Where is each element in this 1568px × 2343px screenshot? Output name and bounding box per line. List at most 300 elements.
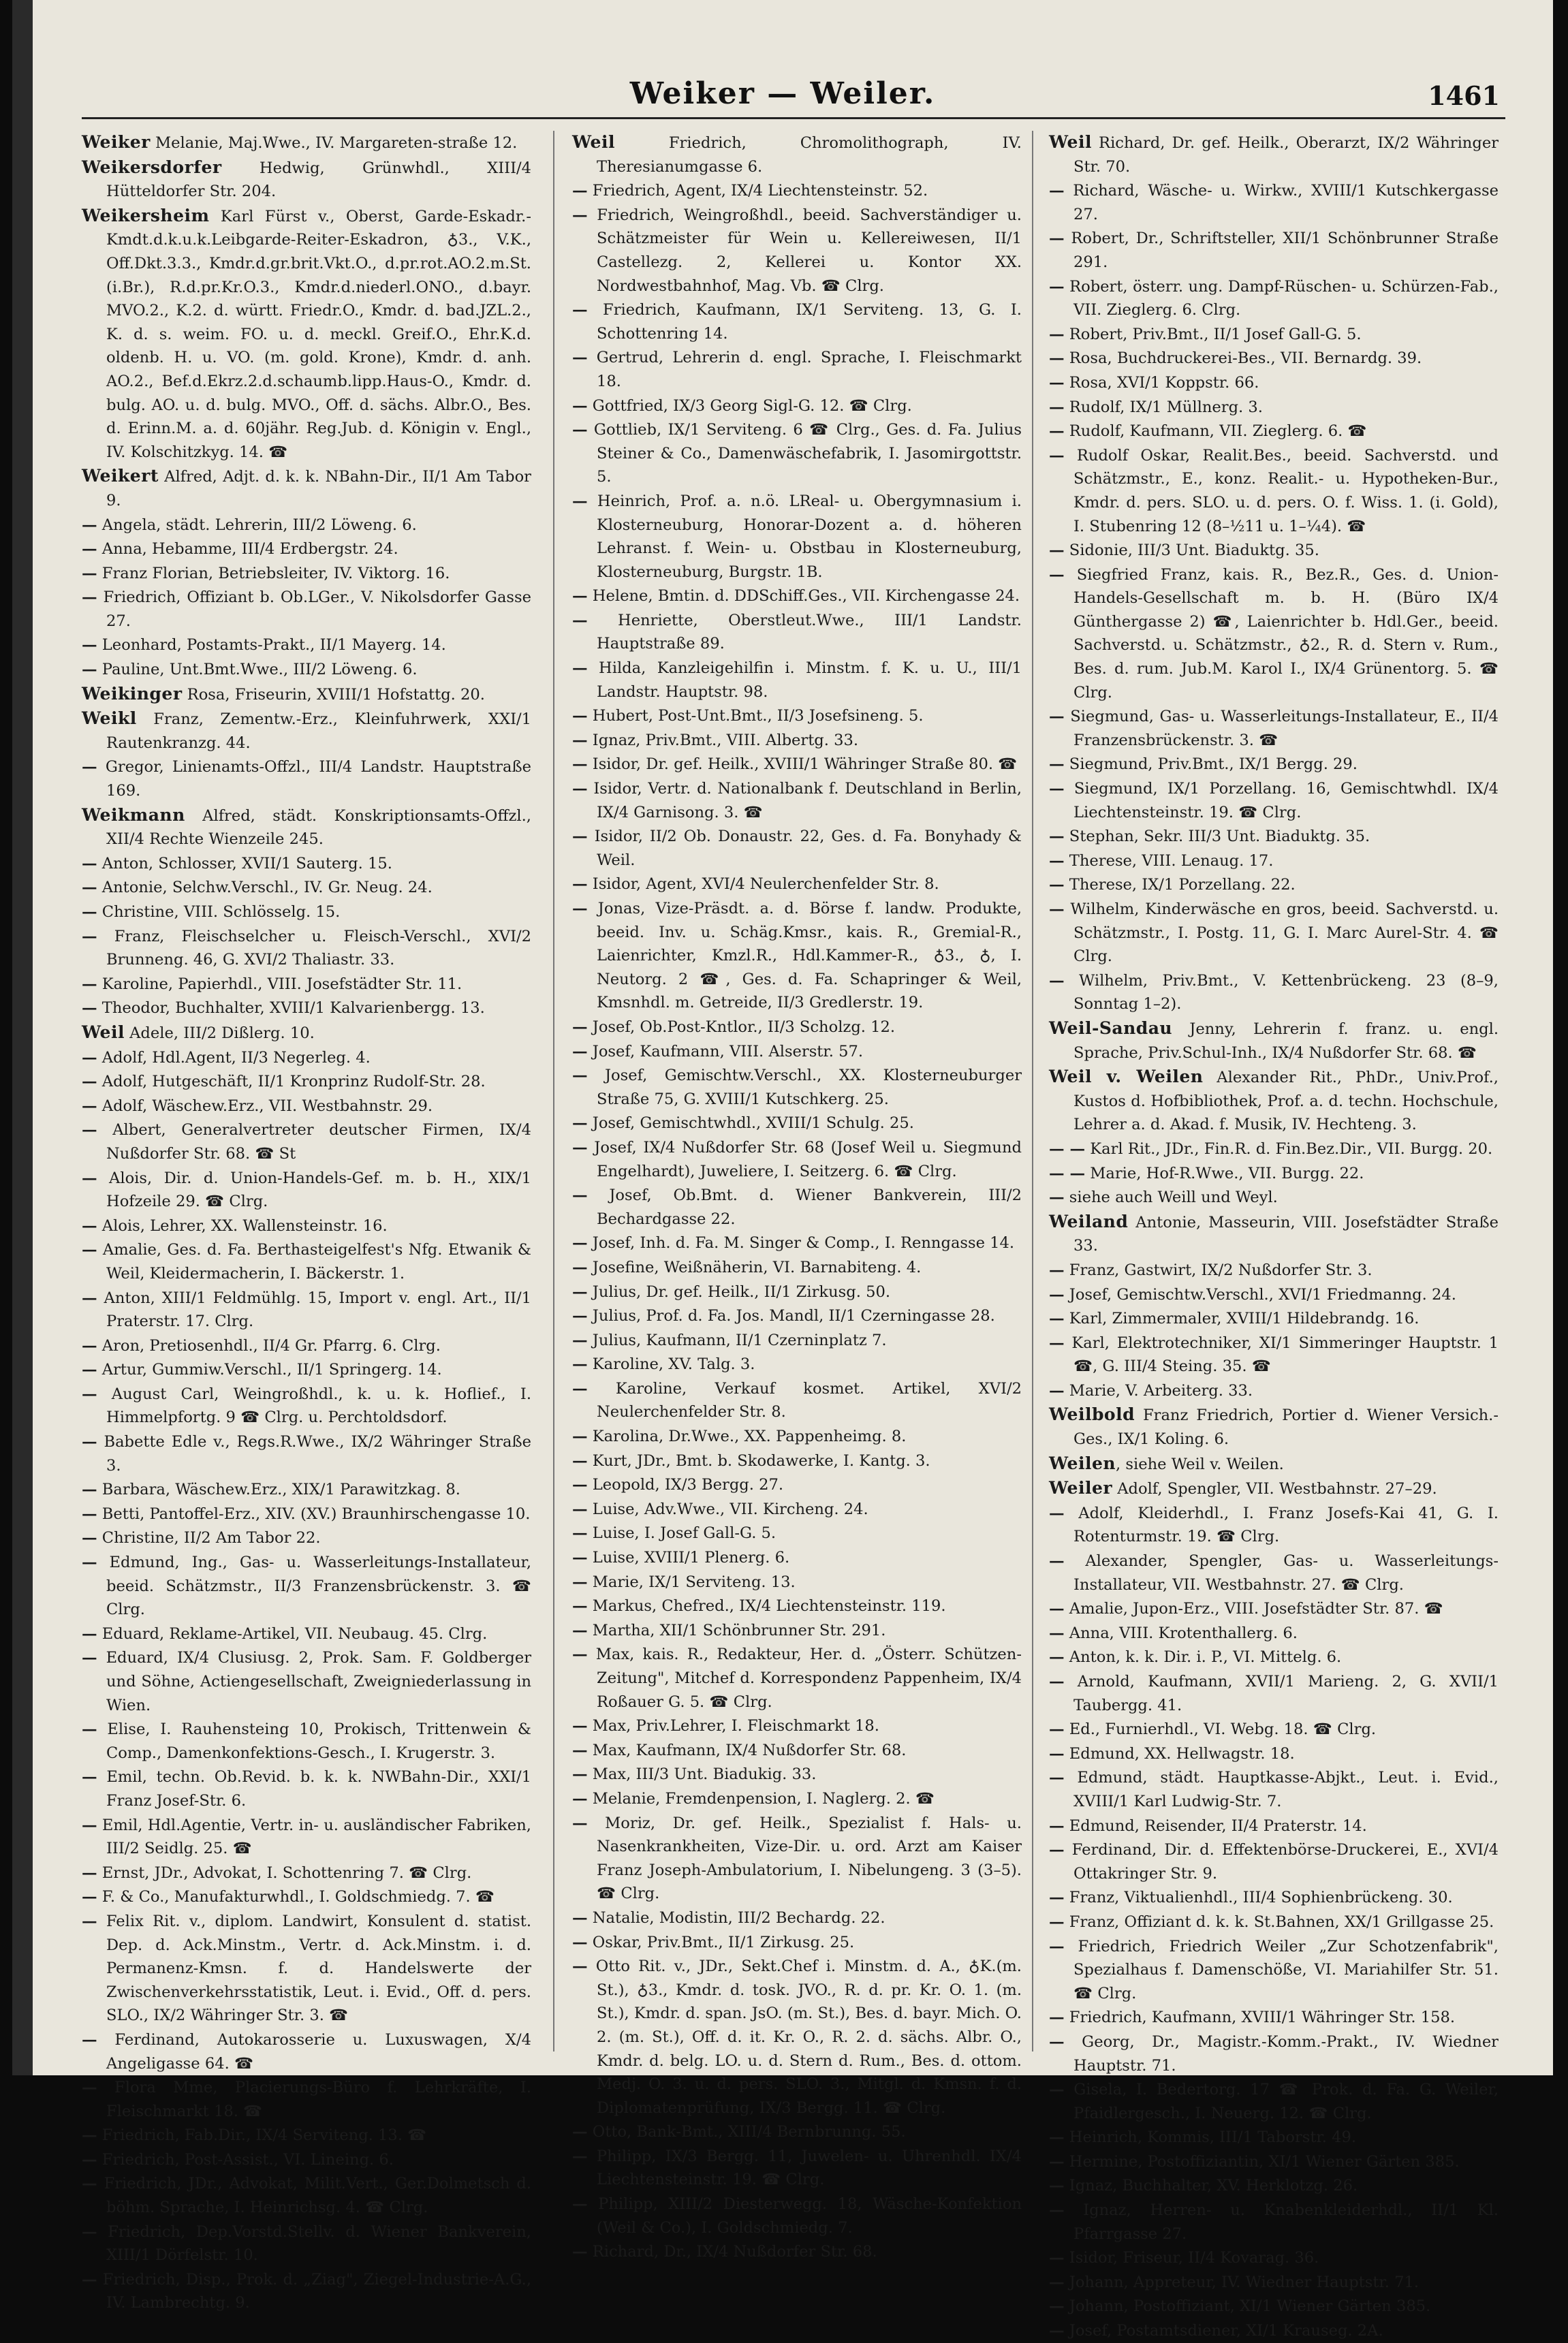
directory-entry <box>1049 1283 1499 1307</box>
entry-text: Alois, Lehrer, XX. Wallensteinstr. 16. <box>97 1216 388 1235</box>
entry-text: Edmund, Ing., Gas- u. Wasserleitungs-Installateur, beeid. Schätzmstr., II/3 Franzensbrückenstr. 3. ☎ Clrg. <box>97 1554 531 1619</box>
entry-text: Moriz, Dr. gef. Heilk., Spezialist f. Hals- u. Nasenkrankheiten, Vize-Dir. u. ord. Arzt am Kaiser Franz Joseph-Ambulatorium, I. Nibelungeng. 3 (3–5). ☎ Clrg. <box>587 1814 1022 1903</box>
directory-entry <box>1049 420 1499 443</box>
directory-entry <box>82 1334 531 1358</box>
entry-text: Anna, Hebamme, III/4 Erdbergstr. 24. <box>97 540 398 559</box>
directory-entry <box>572 1040 1022 1064</box>
repeat-surname-dash: — <box>572 611 588 629</box>
directory-entry <box>572 777 1022 824</box>
directory-entry <box>572 2120 1022 2144</box>
directory-entry <box>82 900 531 924</box>
repeat-surname-dash: — <box>82 879 97 897</box>
directory-entry <box>1049 777 1499 824</box>
entry-text: Max, Priv.Lehrer, I. Fleischmarkt 18. <box>587 1717 879 1735</box>
entry-text: Therese, VIII. Lenaug. 17. <box>1064 851 1274 870</box>
repeat-surname-dash: — <box>572 1957 588 1976</box>
directory-entry <box>572 1231 1022 1255</box>
entry-text: Adolf, Hdl.Agent, II/3 Negerleg. 4. <box>97 1048 371 1067</box>
entry-text: Edmund, städt. Hauptkasse-Abjkt., Leut. i. Evid., XVIII/1 Karl Ludwig-Str. 7. <box>1064 1769 1499 1810</box>
entry-text: Franz Friedrich, Portier d. Wiener Versich.-Ges., IX/1 Koling. 6. <box>1073 1406 1499 1449</box>
repeat-surname-dash: — <box>572 182 588 200</box>
entry-text: Ferdinand, Dir. d. Effektenbörse-Druckerei, E., XVI/4 Ottakringer Str. 9. <box>1064 1841 1499 1883</box>
repeat-surname-dash: — <box>82 661 97 679</box>
repeat-surname-dash: — <box>572 1646 588 1664</box>
surname-heading: Weikinger <box>82 683 183 704</box>
repeat-surname-dash: — <box>82 1816 97 1834</box>
directory-entry <box>82 586 531 633</box>
directory-entry <box>1049 2271 1499 2295</box>
entry-text: Ed., Furnierhdl., VI. Webg. 18. ☎ Clrg. <box>1064 1720 1377 1739</box>
repeat-surname-dash: — <box>572 1741 588 1759</box>
directory-entry <box>1049 1137 1499 1161</box>
entry-text: Josef, Kaufmann, VIII. Alserstr. 57. <box>587 1042 863 1060</box>
entry-text: Adolf, Spengler, VII. Westbahnstr. 27–29. <box>1112 1480 1437 1498</box>
repeat-surname-dash: — <box>82 2222 97 2241</box>
repeat-surname-dash: — <box>82 1624 97 1643</box>
entry-text: Helene, Bmtin. d. DDSchiff.Ges., VII. Kirchengasse 24. <box>587 587 1020 606</box>
repeat-surname-dash: — <box>82 540 97 559</box>
directory-entry <box>1049 1307 1499 1331</box>
entry-text: Elise, I. Rauhensteing 10, Prokisch, Trittenwein & Comp., Damenkonfektions-Gesch., I. Krugerstr. 3. <box>97 1720 531 1762</box>
repeat-surname-dash: — <box>572 875 588 894</box>
column-2 <box>572 131 1022 2261</box>
surname-heading: Weikersheim <box>82 205 210 225</box>
directory-entry <box>572 825 1022 872</box>
repeat-surname-dash: — <box>572 396 588 415</box>
directory-entry <box>1049 1622 1499 1646</box>
column-divider <box>1032 131 1033 2051</box>
entry-text: Ferdinand, Autokarosserie u. Luxuswagen, X/4 Angeligasse 64. ☎ <box>97 2030 531 2073</box>
entry-text: Melanie, Fremdenpension, I. Naglerg. 2. ☎ <box>587 1789 935 1808</box>
repeat-surname-dash: — <box>572 492 588 510</box>
directory-entry <box>572 1619 1022 1643</box>
entry-text: Alois, Dir. d. Union-Handels-Gef. m. b. H., XIX/1 Hofzeile 29. ☎ Clrg. <box>97 1169 531 1211</box>
repeat-surname-dash: — <box>572 1789 588 1808</box>
repeat-surname-dash: — <box>572 1018 588 1036</box>
repeat-surname-dash: — <box>1049 1744 1065 1763</box>
repeat-surname-dash: — <box>82 1048 97 1067</box>
directory-entry <box>572 897 1022 1015</box>
entry-text: Antonie, Selchw.Verschl., IV. Gr. Neug. 24. <box>97 879 433 897</box>
directory-entry <box>82 1861 531 1885</box>
entry-text: Johann, Appreteur, IV. Wiedner Hauptstr. 71. <box>1064 2273 1420 2291</box>
repeat-surname-dash: — <box>572 1814 588 1832</box>
repeat-surname-dash: — <box>572 1307 588 1325</box>
directory-entry <box>572 1016 1022 1039</box>
entry-text: Wilhelm, Kinderwäsche en gros, beeid. Sachverstd. u. Schätzmstr., I. Postg. 11, G. I. Marc Aurel-Str. 4. ☎ Clrg. <box>1064 900 1499 966</box>
column-3 <box>1049 131 1499 2340</box>
directory-entry <box>82 2076 531 2123</box>
repeat-surname-dash: — <box>82 2126 97 2145</box>
entry-text: Karl, Elektrotechniker, XI/1 Simmeringer Hauptstr. 1 ☎, G. III/4 Steing. 35. ☎ <box>1064 1334 1499 1376</box>
entry-text: Adolf, Kleiderhdl., I. Franz Josefs-Kai 41, G. I. Rotenturmstr. 19. ☎ Clrg. <box>1064 1504 1499 1546</box>
entry-text: Hermine, Postoffiziantin, XI/1 Wiener Gärten 385. <box>1064 2152 1460 2171</box>
directory-entry <box>82 1478 531 1502</box>
entry-text: Albert, Generalvertreter deutscher Firmen, IX/4 Nußdorfer Str. 68. ☎ St <box>97 1121 531 1163</box>
repeat-surname-dash: — <box>1049 277 1065 296</box>
directory-entry <box>1049 371 1499 395</box>
entry-text: Hilda, Kanzleigehilfin i. Minstm. f. K. u. U., III/1 Landstr. Hauptstr. 98. <box>587 659 1022 701</box>
surname-heading: Weil v. Weilen <box>1049 1067 1204 1087</box>
directory-entry <box>82 1070 531 1094</box>
entry-text: Siegmund, Priv.Bmt., IX/1 Bergg. 29. <box>1064 755 1358 774</box>
column-divider <box>553 131 554 2051</box>
directory-entry <box>82 2124 531 2148</box>
repeat-surname-dash: — <box>1049 1285 1065 1304</box>
directory-entry <box>1049 1742 1499 1766</box>
entry-text: Josefine, Weißnäherin, VI. Barnabiteng. 4. <box>587 1258 922 1276</box>
entry-text: Hubert, Post-Unt.Bmt., II/3 Josefsineng. 5. <box>587 707 924 725</box>
directory-entry <box>1049 2295 1499 2318</box>
entry-text: Rosa, XVI/1 Koppstr. 66. <box>1064 373 1259 392</box>
surname-heading: Weikl <box>82 708 137 729</box>
directory-entry <box>82 876 531 900</box>
entry-text: Robert, Priv.Bmt., II/1 Josef Gall-G. 5. <box>1064 325 1362 343</box>
directory-entry <box>572 1449 1022 1473</box>
repeat-surname-dash: — <box>1049 1310 1065 1328</box>
repeat-surname-dash: — <box>82 2175 97 2193</box>
repeat-surname-dash: — <box>1049 1937 1065 1955</box>
surname-heading: Weikersdorfer <box>82 157 222 177</box>
repeat-surname-dash: — <box>572 1428 588 1446</box>
repeat-surname-dash: — <box>82 1121 97 1139</box>
directory-entry <box>572 418 1022 489</box>
surname-heading: Weil <box>572 132 615 152</box>
page-binding-edge <box>12 0 33 2075</box>
repeat-surname-dash: — <box>1049 1600 1065 1618</box>
entry-text: Kurt, JDr., Bmt. b. Skodawerke, I. Kantg. 3. <box>587 1451 930 1470</box>
repeat-surname-dash: — <box>82 1720 97 1739</box>
entry-text: Josef, Inh. d. Fa. M. Singer & Comp., I. Renngasse 14. <box>587 1234 1015 1253</box>
repeat-surname-dash: — <box>572 2123 588 2141</box>
entry-text: Karl Fürst v., Oberst, Garde-Eskadr.-Kmdt.d.k.u.k.Leibgarde-Reiter-Eskadron, ♁3., V.K., Off.Dkt.3.3., Kmdr.d.gr.brit.Vkt.O., d.pr.rot.AO.2.m.St.(i.Br.), R.d.pr.Kr.O.3., Kmdr.d.niederl.ONO., d.bayr. MVO.2., K.2. d. württ. Friedr.O., Kmdr. d. bad.JZL.2., K. d. s. weim. FO. u. d. meckl. Greif.O., Ehr.K.d. oldenb. H. u. VO. (m. gold. Krone), Kmdr. d. anh. AO.2., Bef.d.Ekrz.2.d.schaumb.lipp.Haus-O., Kmdr. d. bulg. AO. u. d. bulg. MVO., Off. d. sächs. Albr.O., Bes. d. Erinn.M. a. d. 60jähr. Reg.Jub. d. Königin v. Engl., IV. Kolschitzkyg. 14. ☎ <box>106 207 531 461</box>
directory-entry <box>572 872 1022 896</box>
directory-entry <box>82 1814 531 1861</box>
repeat-surname-dash: — <box>572 1042 588 1060</box>
directory-entry <box>82 2172 531 2219</box>
repeat-surname-dash: — <box>572 707 588 725</box>
entry-text: Leopold, IX/3 Bergg. 27. <box>587 1476 784 1494</box>
directory-entry <box>572 1763 1022 1787</box>
directory-entry <box>572 179 1022 203</box>
directory-entry <box>1049 1886 1499 1910</box>
repeat-surname-dash: — <box>1049 755 1065 774</box>
entry-text: Adolf, Wäschew.Erz., VII. Westbahnstr. 29. <box>97 1097 433 1115</box>
surname-heading: Weil-Sandau <box>1049 1018 1173 1038</box>
directory-entry <box>82 973 531 996</box>
entry-text: Julius, Prof. d. Fa. Jos. Mandl, II/1 Czerningasse 28. <box>587 1307 995 1325</box>
directory-entry <box>572 1425 1022 1449</box>
column-1 <box>82 131 531 2312</box>
directory-entry <box>572 204 1022 298</box>
directory-entry <box>82 1526 531 1550</box>
repeat-surname-dash: — <box>1049 1261 1065 1279</box>
entry-text: Hedwig, Grünwhdl., XIII/4 Hütteldorfer Str. 204. <box>106 159 531 201</box>
entry-text: Franz, Gastwirt, IX/2 Nußdorfer Str. 3. <box>1064 1261 1373 1279</box>
entry-text: Alfred, städt. Konskriptionsamts-Offzl., XII/4 Rechte Wienzeile 245. <box>106 806 531 849</box>
directory-entry <box>572 1571 1022 1594</box>
entry-text: Eduard, Reklame-Artikel, VII. Neubaug. 45. Clrg. <box>97 1624 488 1643</box>
directory-entry <box>1049 1718 1499 1742</box>
repeat-surname-dash: — <box>572 1067 588 1085</box>
directory-entry <box>82 2220 531 2267</box>
directory-entry <box>1049 2030 1499 2077</box>
directory-entry <box>1049 825 1499 849</box>
repeat-surname-dash: — <box>1049 1720 1065 1739</box>
directory-surname-entry <box>1049 1452 1499 1477</box>
entry-text: Max, kais. R., Redakteur, Her. d. „Österr. Schützen-Zeitung", Mitchef d. Korrespondenz Pappenheim, IX/4 Roßauer G. 5. ☎ Clrg. <box>587 1646 1022 1711</box>
repeat-surname-dash: — <box>82 2030 97 2049</box>
entry-text: Jenny, Lehrerin f. franz. u. engl. Sprache, Priv.Schul-Inh., IX/4 Nußdorfer Str. 68. ☎ <box>1073 1020 1499 1062</box>
directory-entry <box>82 1358 531 1382</box>
repeat-surname-dash: — <box>572 1717 588 1735</box>
directory-entry <box>1049 2319 1499 2343</box>
repeat-surname-dash: — <box>82 1912 97 1930</box>
directory-entry <box>572 1064 1022 1111</box>
directory-entry <box>82 755 531 802</box>
repeat-surname-dash: — <box>82 1649 97 1667</box>
entry-text: Artur, Gummiw.Verschl., II/1 Springerg. 14. <box>97 1361 442 1379</box>
directory-entry <box>82 1383 531 1430</box>
directory-entry <box>1049 849 1499 873</box>
directory-page <box>12 0 1553 2340</box>
directory-entry <box>572 1353 1022 1377</box>
entry-text: Martha, XII/1 Schönbrunner Str. 291. <box>587 1621 886 1639</box>
entry-text: Robert, österr. ung. Dampf-Rüschen- u. Schürzen-Fab., VII. Zieglerg. 6. Clrg. <box>1064 277 1499 319</box>
entry-text: Heinrich, Prof. a. n.ö. LReal- u. Obergymnasium i. Klosterneuburg, Honorar-Dozent a. d. höheren Lehranst. f. Wein- u. Obstbau in Klosterneuburg, Klosterneuburg, Burgstr. 1B. <box>587 492 1022 581</box>
directory-entry <box>82 2028 531 2075</box>
entry-text: Gisela, I. Bedertorg. 17 ☎ Prok. d. Fa. G. Weiler, Pfaidlergesch., I. Neuerg. 12. ☎ Clrg. <box>1064 2081 1499 2122</box>
repeat-surname-dash: — <box>572 206 588 224</box>
entry-text: Isidor, Agent, XVI/4 Neulerchenfelder Str. 8. <box>587 875 939 894</box>
directory-entry <box>82 633 531 657</box>
directory-surname-entry <box>1049 1403 1499 1451</box>
repeat-surname-dash: — <box>1049 1841 1065 1859</box>
entry-text: Wilhelm, Priv.Bmt., V. Kettenbrückeng. 23 (8–9, Sonntag 1–2). <box>1064 971 1499 1013</box>
entry-text: Edmund, Reisender, II/4 Praterstr. 14. <box>1064 1817 1367 1835</box>
directory-entry <box>572 1184 1022 1231</box>
entry-text: Gregor, Linienamts-Offzl., III/4 Landstr. Hauptstraße 169. <box>97 758 531 800</box>
repeat-surname-dash: — <box>1049 373 1065 392</box>
repeat-surname-dash: — <box>572 1379 588 1398</box>
entry-text: Karl Rit., JDr., Fin.R. d. Fin.Bez.Dir., VII. Burgg. 20. <box>1085 1139 1493 1158</box>
directory-entry <box>572 2240 1022 2264</box>
entry-text: Friedrich, Weingroßhdl., beeid. Sachverständiger u. Schätzmeister für Wein u. Kellereiwesen, II/1 Castellezg. 2, Kellerei u. Kontor XX. Nordwestbahnhof, Mag. Vb. ☎ Clrg. <box>587 206 1022 295</box>
entry-text: Ignaz, Herren- u. Knabenkleiderhdl., II/1 Kl. Pfarrgasse 27. <box>1064 2201 1499 2243</box>
entry-text: Julius, Kaufmann, II/1 Czerninplatz 7. <box>587 1331 887 1349</box>
entry-text: Friedrich, Kaufmann, IX/1 Serviteng. 13, G. I. Schottenring 14. <box>587 301 1022 343</box>
directory-entry <box>1049 563 1499 705</box>
repeat-surname-dash: — — <box>1049 1139 1086 1158</box>
repeat-surname-dash: — <box>572 1597 588 1616</box>
directory-entry <box>1049 2078 1499 2125</box>
directory-entry <box>82 1622 531 1646</box>
repeat-surname-dash: — <box>572 780 588 798</box>
directory-entry <box>1049 873 1499 897</box>
entry-text: Stephan, Sekr. III/3 Unt. Biaduktg. 35. <box>1064 828 1370 846</box>
entry-text: Friedrich, Post-Assist., VI. Lineing. 6. <box>97 2150 394 2169</box>
entry-text: Marie, Hof-R.Wwe., VII. Burgg. 22. <box>1085 1164 1364 1182</box>
entry-text: Josef, Gemischtwhdl., XVIII/1 Schulg. 25. <box>587 1114 914 1133</box>
repeat-surname-dash: — <box>82 1216 97 1235</box>
directory-entry <box>572 1955 1022 2120</box>
entry-text: Johann, Postoffiziant, XI/1 Wiener Gärten 385. <box>1064 2297 1431 2316</box>
repeat-surname-dash: — <box>82 1169 97 1187</box>
repeat-surname-dash: — <box>572 1573 588 1591</box>
entry-text: Barbara, Wäschew.Erz., XIX/1 Parawitzkag. 8. <box>97 1481 460 1499</box>
directory-entry <box>1049 1379 1499 1403</box>
repeat-surname-dash: — <box>82 2150 97 2169</box>
directory-entry <box>82 1646 531 1717</box>
surname-heading: Weiland <box>1049 1211 1129 1231</box>
entry-text: , siehe Weil v. Weilen. <box>1116 1455 1284 1473</box>
entry-text: Richard, Dr., IX/4 Nußdorfer Str. 68. <box>587 2243 877 2261</box>
directory-entry <box>1049 1814 1499 1838</box>
repeat-surname-dash: — <box>1049 422 1065 441</box>
entry-text: Gottlieb, IX/1 Serviteng. 6 ☎ Clrg., Ges. d. Fa. Julius Steiner & Co., Damenwäschefabrik, I. Jasomirgottstr. 5. <box>587 421 1022 486</box>
entry-text: Angela, städt. Lehrerin, III/2 Löweng. 6. <box>97 516 417 534</box>
entry-text: Friedrich, Offiziant b. Ob.LGer., V. Nikolsdorfer Gasse 27. <box>97 588 531 630</box>
repeat-surname-dash: — <box>1049 2322 1065 2340</box>
entry-text: Emil, Hdl.Agentie, Vertr. in- u. ausländischer Fabriken, III/2 Seidlg. 25. ☎ <box>97 1816 531 1858</box>
repeat-surname-dash: — <box>1049 780 1065 798</box>
directory-entry <box>1049 1162 1499 1186</box>
surname-heading: Weiler <box>1049 1478 1113 1498</box>
repeat-surname-dash: — <box>572 1331 588 1349</box>
directory-entry <box>1049 2174 1499 2198</box>
repeat-surname-dash: — <box>82 1888 97 1906</box>
repeat-surname-dash: — <box>1049 1334 1065 1352</box>
repeat-surname-dash: — <box>1049 2249 1065 2267</box>
entry-text: Isidor, Dr. gef. Heilk., XVIII/1 Währinger Straße 80. ☎ <box>587 755 1018 774</box>
entry-text: Josef, Postamtsdiener, XI/1 Krauseg. 2A. <box>1064 2322 1383 2340</box>
directory-entry <box>572 1739 1022 1763</box>
entry-text: Melanie, Maj.Wwe., IV. Margareten-straße 12. <box>150 134 518 152</box>
repeat-surname-dash: — <box>572 828 588 846</box>
directory-entry <box>82 852 531 876</box>
entry-text: Anna, VIII. Krotenthallerg. 6. <box>1064 1624 1298 1642</box>
entry-text: Franz Florian, Betriebsleiter, IV. Viktorg. 16. <box>97 564 450 582</box>
directory-entry <box>1049 2199 1499 2246</box>
repeat-surname-dash: — <box>1049 349 1065 368</box>
repeat-surname-dash: — <box>1049 1769 1065 1787</box>
directory-entry <box>1049 179 1499 226</box>
entry-text: Rudolf, IX/1 Müllnerg. 3. <box>1064 398 1263 416</box>
repeat-surname-dash: — <box>82 516 97 534</box>
directory-entry <box>1049 898 1499 969</box>
surname-heading: Weilen <box>1049 1453 1116 1473</box>
repeat-surname-dash: — <box>82 2079 97 2097</box>
entry-text: Amalie, Jupon-Erz., VIII. Josefstädter Str. 87. ☎ <box>1064 1600 1443 1618</box>
directory-surname-entry <box>1049 1477 1499 1501</box>
entry-text: Friedrich, Chromolithograph, IV. Theresianumgasse 6. <box>597 134 1022 176</box>
entry-text: Julius, Dr. gef. Heilk., II/1 Zirkusg. 50. <box>587 1283 890 1301</box>
entry-text: Josef, Gemischtw.Verschl., XVI/1 Friedmanng. 24. <box>1064 1285 1456 1304</box>
directory-surname-entry <box>82 707 531 755</box>
entry-text: Max, III/3 Unt. Biadukig. 33. <box>587 1765 817 1784</box>
entry-text: Leonhard, Postamts-Prakt., II/1 Mayerg. 14. <box>97 636 446 655</box>
directory-entry <box>1049 1935 1499 2006</box>
directory-entry <box>1049 1259 1499 1283</box>
entry-text: Max, Kaufmann, IX/4 Nußdorfer Str. 68. <box>587 1741 907 1759</box>
entry-text: Franz, Offiziant d. k. k. St.Bahnen, XX/1 Grillgasse 25. <box>1064 1913 1494 1931</box>
directory-entry <box>82 1503 531 1526</box>
repeat-surname-dash: — <box>572 731 588 749</box>
directory-entry <box>1049 347 1499 371</box>
directory-entry <box>1049 2126 1499 2150</box>
entry-text: Franz, Zementw.-Erz., Kleinfuhrwerk, XXI/1 Rautenkranzg. 44. <box>106 710 531 752</box>
entry-text: Karoline, Papierhdl., VIII. Josefstädter Str. 11. <box>97 975 462 993</box>
entry-text: Marie, V. Arbeiterg. 33. <box>1064 1381 1253 1400</box>
directory-entry <box>572 1546 1022 1570</box>
directory-entry <box>572 298 1022 345</box>
repeat-surname-dash: — <box>1049 1817 1065 1835</box>
entry-text: Rosa, Buchdruckerei-Bes., VII. Bernardg. 39. <box>1064 349 1422 368</box>
entry-text: Luise, Adv.Wwe., VII. Kircheng. 24. <box>587 1500 868 1518</box>
directory-surname-entry <box>82 682 531 707</box>
directory-entry <box>1049 1332 1499 1379</box>
repeat-surname-dash: — <box>1049 2297 1065 2316</box>
repeat-surname-dash: — <box>82 854 97 872</box>
entry-text: Josef, IX/4 Nußdorfer Str. 68 (Josef Weil u. Siegmund Engelhardt), Juweliere, I. Seitzerg. 6. ☎ Clrg. <box>587 1138 1022 1180</box>
repeat-surname-dash: — <box>572 1908 588 1927</box>
entry-text: Otto, Bank-Bmt., XIII/4 Bernbrunng. 55. <box>587 2123 906 2141</box>
entry-text: Betti, Pantoffel-Erz., XIV. (XV.) Braunhirschengasse 10. <box>97 1505 531 1523</box>
directory-entry <box>572 609 1022 656</box>
directory-entry <box>572 1714 1022 1738</box>
repeat-surname-dash: — <box>82 758 97 776</box>
page-header-title: Weiker — Weiler. <box>629 76 936 111</box>
repeat-surname-dash: — <box>572 1621 588 1639</box>
repeat-surname-dash: — <box>572 1114 588 1133</box>
repeat-surname-dash: — <box>82 588 97 607</box>
entry-text: Arnold, Kaufmann, XVII/1 Marieng. 2, G. XVII/1 Taubergg. 41. <box>1064 1673 1499 1714</box>
entry-text: Alexander, Spengler, Gas- u. Wasserleitungs-Installateur, VII. Westbahnstr. 27. ☎ Clrg. <box>1064 1552 1499 1594</box>
entry-text: Theodor, Buchhalter, XVIII/1 Kalvarienbergg. 13. <box>97 999 485 1018</box>
directory-entry <box>572 704 1022 728</box>
repeat-surname-dash: — <box>1049 708 1065 726</box>
directory-entry <box>1049 705 1499 752</box>
directory-entry <box>1049 1670 1499 1717</box>
directory-entry <box>82 925 531 972</box>
repeat-surname-dash: — <box>572 1283 588 1301</box>
repeat-surname-dash: — <box>1049 2032 1065 2051</box>
repeat-surname-dash: — <box>572 1186 588 1205</box>
repeat-surname-dash: — <box>572 301 588 319</box>
entry-text: Babette Edle v., Regs.R.Wwe., IX/2 Währinger Straße 3. <box>97 1433 531 1475</box>
directory-entry <box>1049 2006 1499 2030</box>
repeat-surname-dash: — <box>82 1481 97 1499</box>
repeat-surname-dash: — — <box>1049 1164 1086 1182</box>
repeat-surname-dash: — <box>82 1385 97 1403</box>
directory-entry <box>1049 1550 1499 1597</box>
entry-text: Karl, Zimmermaler, XVIII/1 Hildebrandg. 16. <box>1064 1310 1420 1328</box>
entry-text: Adele, III/2 Dißlerg. 10. <box>124 1024 315 1042</box>
repeat-surname-dash: — <box>1049 828 1065 846</box>
directory-entry <box>572 1136 1022 1183</box>
entry-text: Anton, XIII/1 Feldmühlg. 15, Import v. engl. Art., II/1 Praterstr. 17. Clrg. <box>97 1289 531 1331</box>
directory-entry <box>82 996 531 1020</box>
entry-text: Rudolf, Kaufmann, VII. Zieglerg. 6. ☎ <box>1064 422 1367 441</box>
entry-text: Josef, Gemischtw.Verschl., XX. Klosterneuburger Straße 75, G. XVIII/1 Kutschkerg. 25. <box>587 1067 1022 1108</box>
directory-surname-entry <box>82 156 531 204</box>
directory-entry <box>572 1594 1022 1618</box>
entry-text: Philipp, XIII/2 Diesterwegg. 18, Wäsche-Konfektion (Weil & Co.), I. Goldschmiedg. 7. <box>587 2195 1022 2237</box>
entry-text: Rosa, Friseurin, XVIII/1 Hofstattg. 20. <box>182 685 485 704</box>
directory-entry <box>1049 396 1499 420</box>
repeat-surname-dash: — <box>82 1864 97 1882</box>
entry-text: Natalie, Modistin, III/2 Bechardg. 22. <box>587 1908 885 1927</box>
